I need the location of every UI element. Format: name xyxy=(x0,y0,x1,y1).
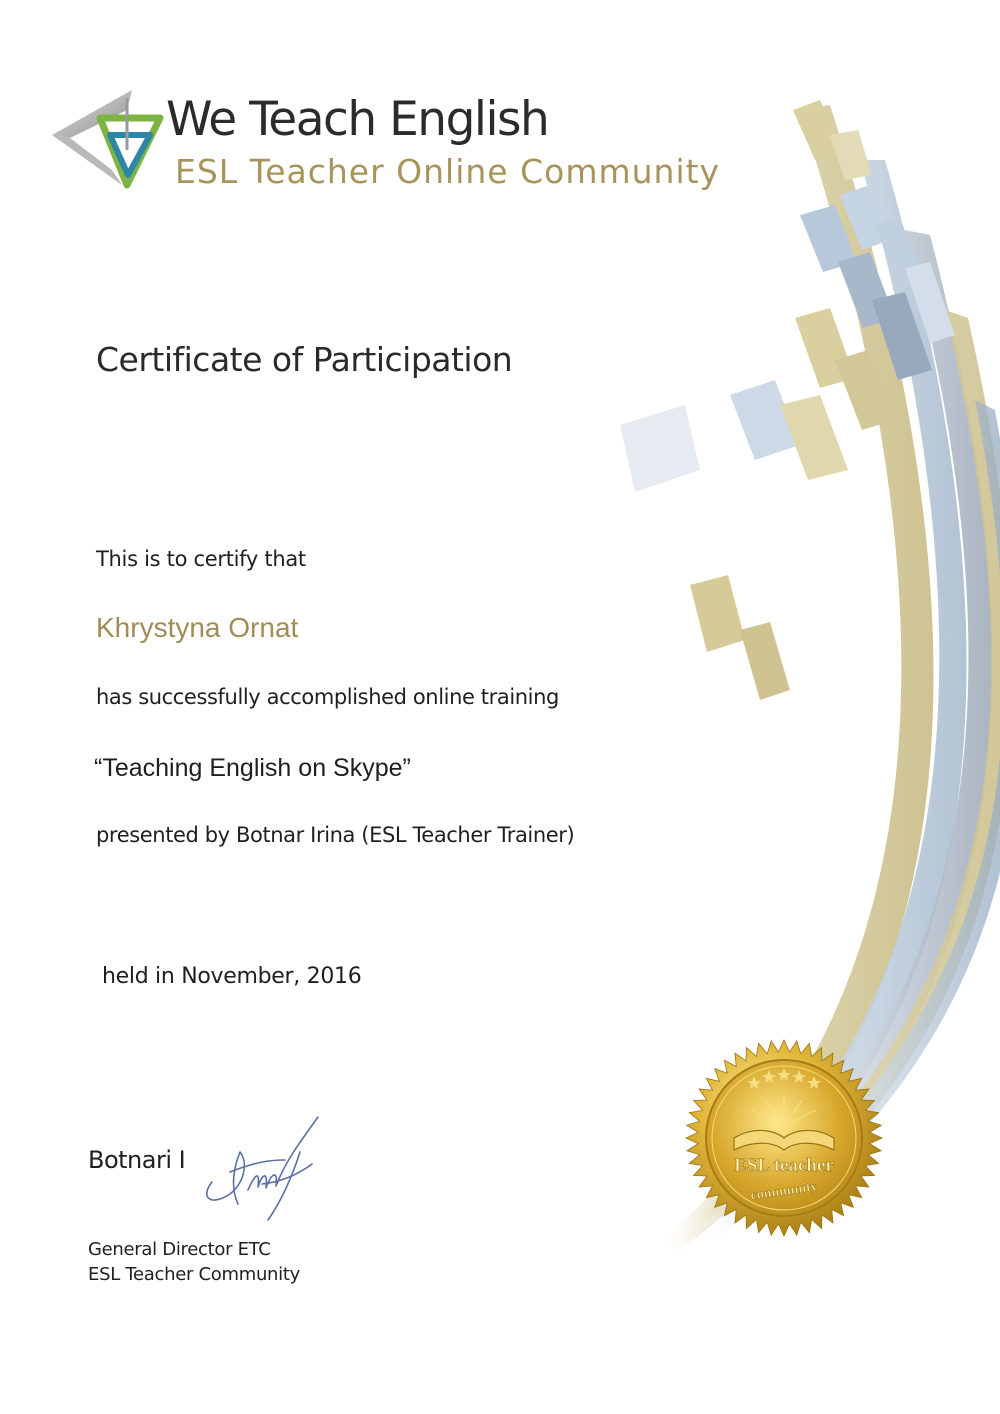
brand-subtitle: ESL Teacher Online Community xyxy=(175,152,721,191)
logo-icon xyxy=(52,90,164,190)
certify-intro-text: This is to certify that xyxy=(96,547,306,571)
held-date-text: held in November, 2016 xyxy=(102,964,362,989)
presenter-text: presented by Botnar Irina (ESL Teacher Trainer) xyxy=(96,823,575,847)
signer-organization: ESL Teacher Community xyxy=(88,1264,300,1285)
recipient-name: Khrystyna Ornat xyxy=(96,612,299,643)
signature-image xyxy=(200,1112,350,1227)
certificate-title: Certificate of Participation xyxy=(96,340,513,379)
gold-seal-icon xyxy=(684,1038,884,1238)
signer-name: Botnari I xyxy=(88,1146,186,1174)
signer-role: General Director ETC xyxy=(88,1239,271,1260)
accomplished-text: has successfully accomplished online training xyxy=(96,685,559,709)
brand-title: We Teach English xyxy=(166,92,549,147)
seal-text-line1: ESL teacher xyxy=(734,1155,834,1176)
course-title: “Teaching English on Skype” xyxy=(94,754,411,782)
seal-text-line2: community xyxy=(749,1179,819,1204)
